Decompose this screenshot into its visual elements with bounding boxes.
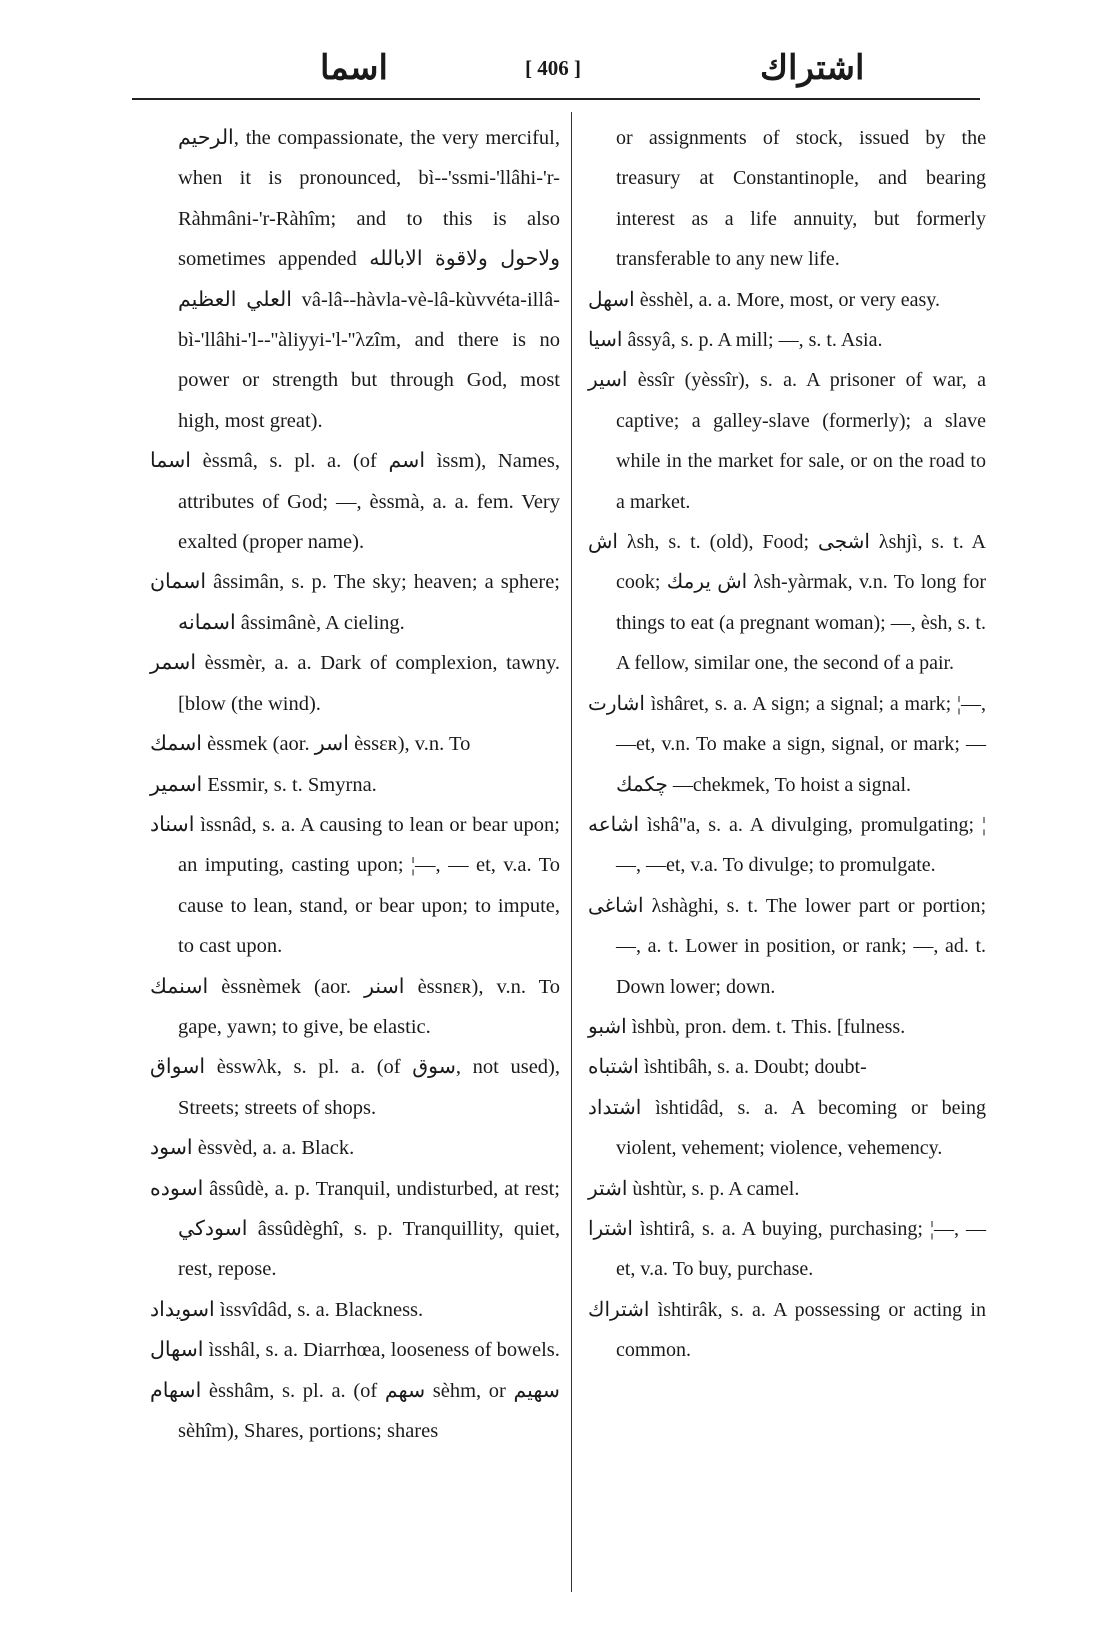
column-divider (571, 112, 572, 1592)
running-headword-right: اشتراك (760, 50, 865, 87)
dictionary-entry: اسهام èsshâm, s. pl. a. (of سهم sèhm, or سهيم sèhîm), Shares, portions; shares (150, 1379, 560, 1442)
dictionary-entry: اشاغى λshàghi, s. t. The lower part or portion; —, a. t. Lower in position, or rank; —, ad. t. Down lower; down. (588, 894, 986, 998)
dictionary-entry: اسهال ìsshâl, s. a. Diarrhœa, looseness of bowels. (150, 1339, 560, 1362)
dictionary-entry: اسود èssvèd, a. a. Black. (150, 1137, 355, 1160)
dictionary-entry: اسمك èssmek (aor. اسر èssɛʀ), v.n. To (150, 733, 471, 756)
dictionary-entry: اشارت ìshâret, s. a. A sign; a signal; a mark; ¦—, —et, v.n. To make a sign, signal, or mark; —چكمك —chekmek, To hoist a signal. (588, 692, 986, 796)
dictionary-entry: اسهل èsshèl, a. a. More, most, or very easy. (588, 288, 940, 311)
dictionary-entry: اسويداد ìssvîdâd, s. a. Blackness. (150, 1298, 424, 1321)
dictionary-entry: اشبو ìshbù, pron. dem. t. This. [fulness. (588, 1015, 906, 1038)
dictionary-entry: اشتداد ìshtidâd, s. a. A becoming or being violent, vehement; violence, vehemency. (588, 1096, 986, 1160)
left-column (150, 118, 560, 1451)
dictionary-entry: اشتراك ìshtirâk, s. a. A possessing or acting in common. (588, 1298, 986, 1362)
dictionary-entry: اسوده âssûdè, a. p. Tranquil, undisturbed, at rest; اسودكي âssûdèghî, s. p. Tranquillity, quiet, rest, repose. (150, 1177, 560, 1281)
dictionary-entry: اسواق èsswλk, s. pl. a. (of سوق, not used), Streets; streets of shops. (150, 1056, 560, 1119)
dictionary-entry: or assignments of stock, issued by the treasury at Constantinople, and bearing interest as a life annuity, but formerly transferable to any new life. (616, 127, 986, 271)
header-rule (132, 98, 980, 100)
right-column (588, 118, 986, 1371)
dictionary-entry: اشتر ùshtùr, s. p. A camel. (588, 1177, 800, 1200)
dictionary-entry: اشترا ìshtirâ, s. a. A buying, purchasing; ¦—, —et, v.a. To buy, purchase. (588, 1217, 986, 1281)
page-number: [ 406 ] (525, 56, 581, 80)
dictionary-entry: اسيا âssyâ, s. p. A mill; —, s. t. Asia. (588, 329, 883, 352)
dictionary-entry: اشاعه ìshâ''a, s. a. A divulging, promulgating; ¦—, —et, v.a. To divulge; to promulgate. (588, 813, 986, 877)
dictionary-entry: اسمان âssimân, s. p. The sky; heaven; a sphere; اسمانه âssimânè, A cieling. (150, 571, 560, 634)
page-header (0, 48, 1113, 98)
dictionary-entry: اش λsh, s. t. (old), Food; اشجى λshjì, s. t. A cook; اش يرمك λsh-yàrmak, v.n. To long for things to eat (a pregnant woman); —, èsh, s. t. A fellow, similar one, the second of a pair. (588, 531, 987, 675)
dictionary-entry: اسير èssîr (yèssîr), s. a. A prisoner of war, a captive; a galley-slave (formerly); a slave while in the market for sale, or on the road to a market. (588, 369, 986, 513)
dictionary-entry: اسمير Essmir, s. t. Smyrna. (150, 773, 377, 796)
dictionary-entry: الرحيم, the compassionate, the very merciful, when it is pronounced, bì--'ssmi-'llâhi-'r-Ràhmâni-'r-Ràhîm; and to this is also sometimes appended ولاحول ولاقوة الابالله العلي العظيم vâ-lâ--hàvla-vè-lâ-kùvvéta-illâ-bì-'llâhi-'l--''àliyyi-'l-''λzîm, and there is no power or strength but through God, most high, most great). (178, 127, 560, 432)
dictionary-entry: اسمر èssmèr, a. a. Dark of complexion, tawny. [blow (the wind). (150, 652, 560, 715)
dictionary-entry: اسناد ìssnâd, s. a. A causing to lean or bear upon; an imputing, casting upon; ¦—, — et, v.a. To cause to lean, stand, or bear upon; to impute, to cast upon. (150, 813, 560, 958)
dictionary-entry: اشتباه ìshtibâh, s. a. Doubt; doubt- (588, 1056, 867, 1079)
running-headword-left: اسما (320, 50, 388, 87)
dictionary-entry: اسما èssmâ, s. pl. a. (of اسم ìssm), Names, attributes of God; —, èssmà, a. a. fem. Very exalted (proper name). (150, 450, 560, 554)
dictionary-entry: اسنمك èssnèmek (aor. اسنر èssnɛʀ), v.n. To gape, yawn; to give, be elastic. (150, 975, 560, 1038)
